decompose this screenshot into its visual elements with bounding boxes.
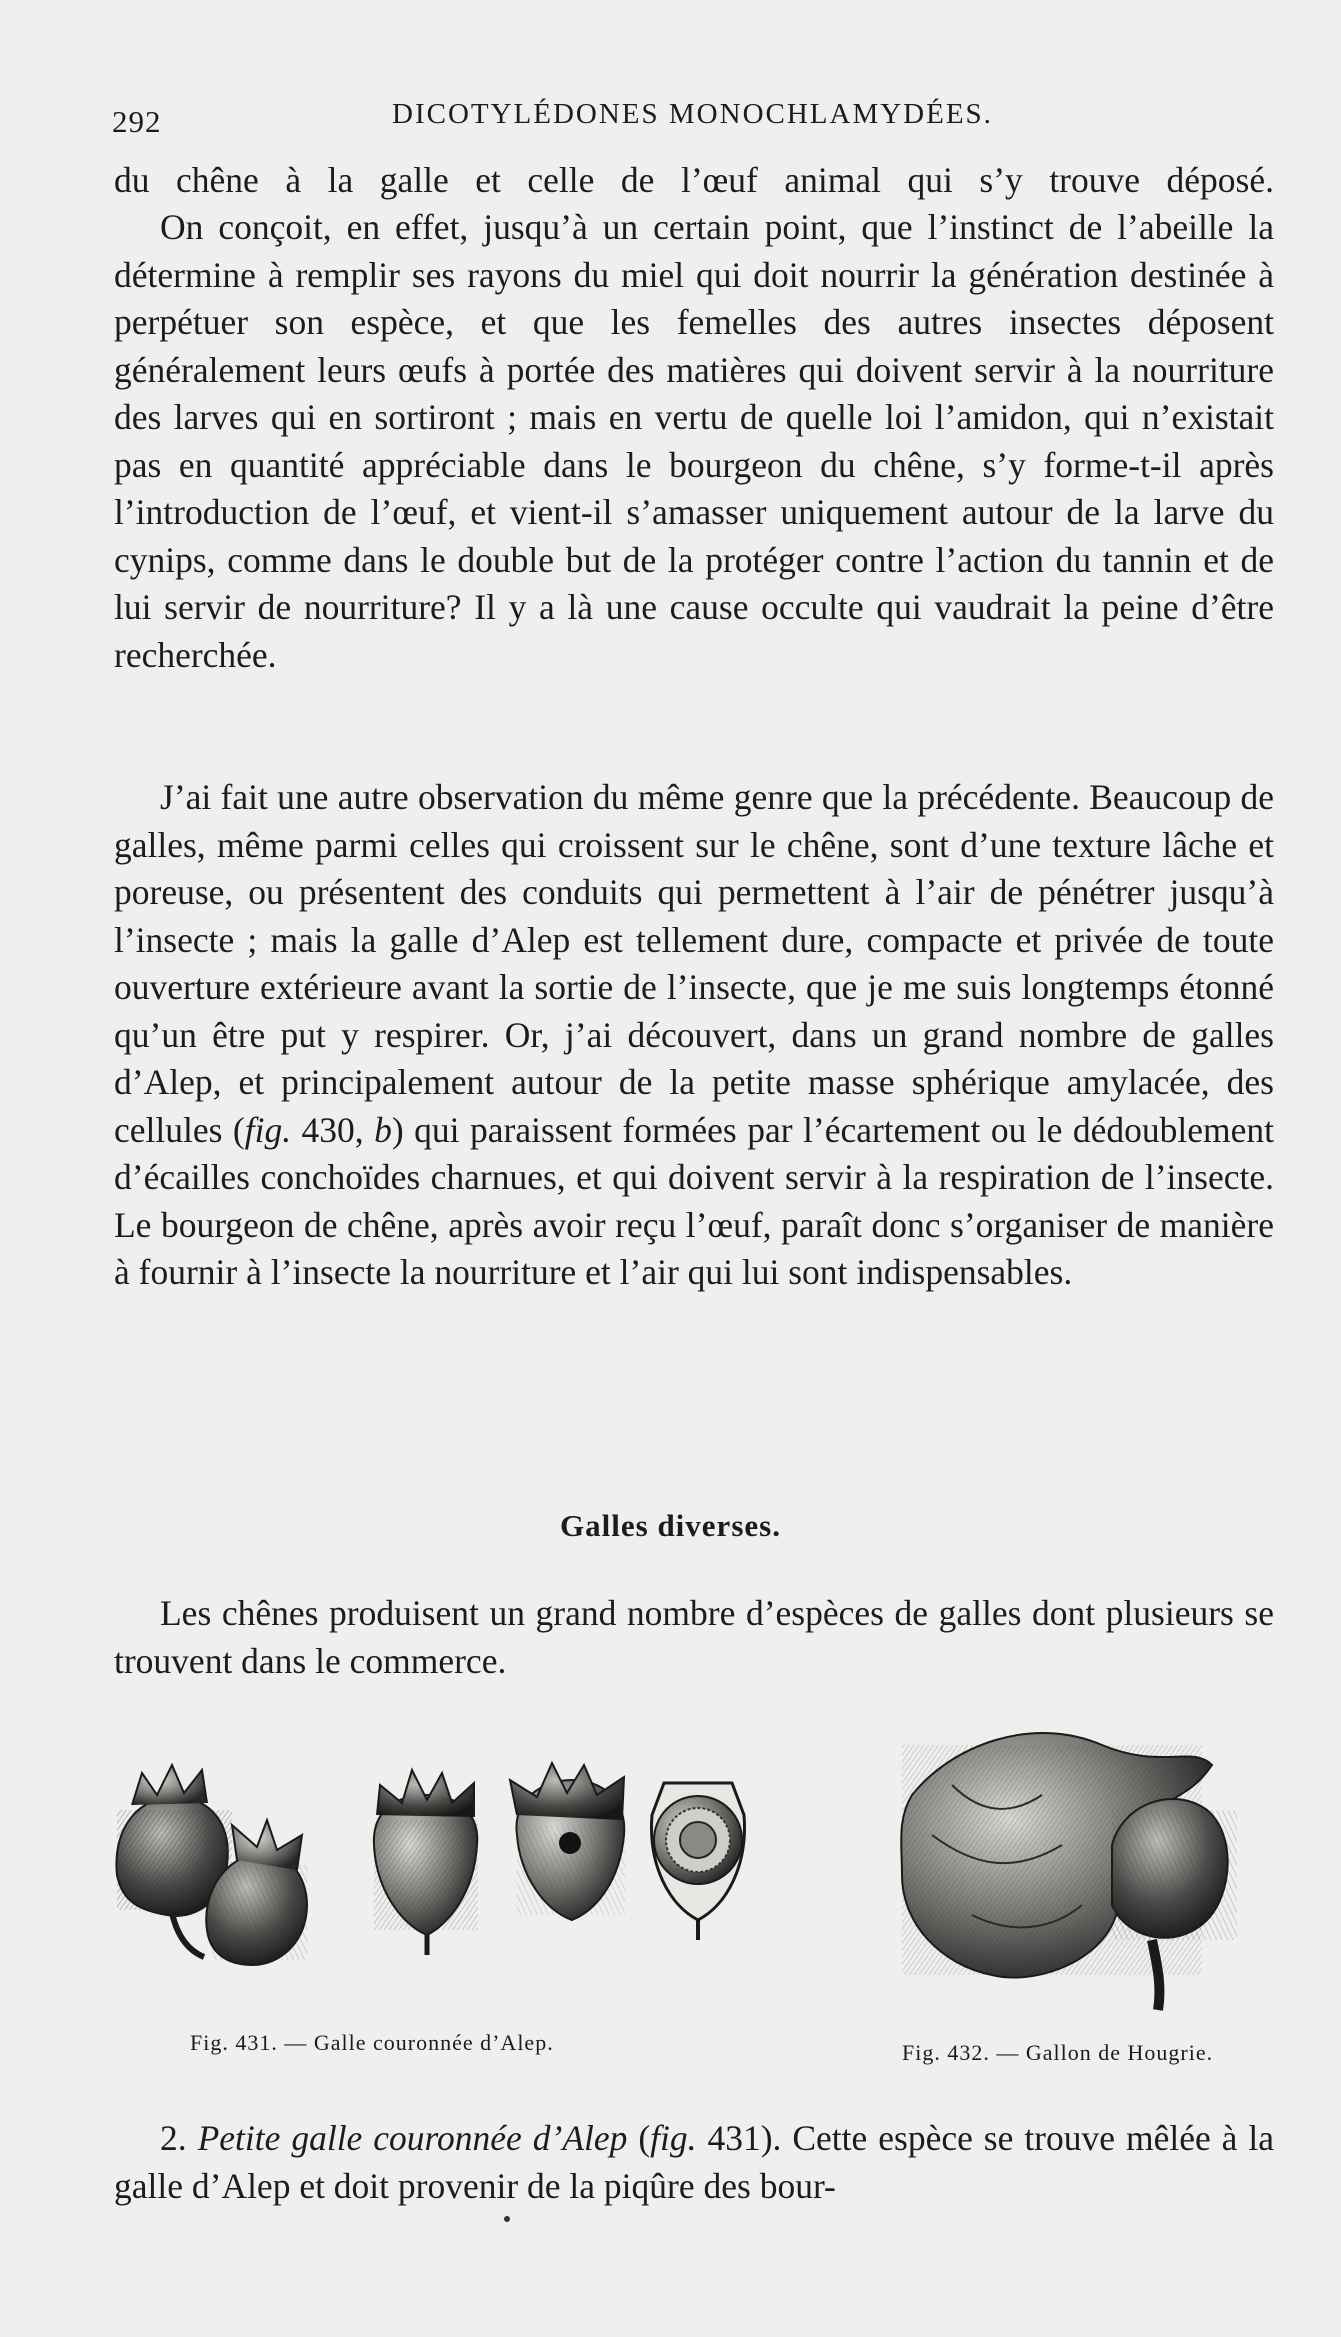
paragraph-text: du chêne à la galle et celle de l’œuf animal qui s’y trouve déposé. — [114, 160, 1274, 200]
item-number: 2. — [160, 2118, 198, 2158]
figure-ref-number: 430, — [291, 1109, 375, 1150]
gall-section-illustration — [652, 1783, 745, 1940]
figure-432-caption: Fig. 432. — Gallon de Hougrie. — [902, 2040, 1214, 2065]
page-number: 292 — [112, 104, 162, 139]
hungarian-gall-illustration — [901, 1733, 1237, 2010]
paragraph-continuation — [114, 157, 1274, 205]
paragraph-instinct: On conçoit, en effet, jusqu’à un certain point, que l’instinct de l’abeille la détermine à remplir ses rayons du miel qui doit nourrir la génération destinée à perpétuer son espèce, et que les femelles des autres insectes déposent généralement leurs œufs à portée des matières qui doivent servir à la nourriture des larves qui en sortiront ; mais en vertu de quelle loi l’amidon, qui n’existait pas en quantité appréciable dans le bourgeon du chêne, s’y forme-t-il après l’introduction de l’œuf, et vient-il s’amasser uniquement autour de la larve du cynips, comme dans le double but de la protéger contre l’action du tannin et de lui servir de nourriture? Il y a là une cause occulte qui vaudrait la peine d’être recherchée. — [114, 207, 1274, 675]
figure-ref-letter: b — [374, 1109, 392, 1150]
section-heading: Galles diverses. — [560, 1508, 781, 1543]
paragraph-observation — [114, 774, 1274, 1297]
gall-pair-illustration — [116, 1765, 307, 1965]
paragraph-text: ) qui paraissent formées par l’écartement ou le dédoublement d’écailles conchoïdes charnues, et qui doivent servir à la respiration de l’insecte. Le bourgeon de chêne, après avoir reçu l’œuf, paraît donc s’organiser de manière à fournir à l’insecte la nourriture et l’air qui lui sont indispensables. — [114, 1109, 1275, 1292]
header-title: DICOTYLÉDONES MONOCHLAMYDÉES. — [392, 98, 993, 130]
paragraph-text: 431). Cette espèce se trouve mêlée à la galle d’Alep et doit provenir de la piqûre des bour- — [114, 2118, 1275, 2206]
paragraph-galles-intro: Les chênes produisent un grand nombre d’espèces de galles dont plusieurs se trouvent dans le commerce. — [114, 1593, 1274, 1681]
item-title: Petite galle couronnée d’Alep — [197, 2118, 628, 2158]
perforated-gall-illustration — [510, 1763, 625, 1920]
figure-ref-label: fig. — [244, 1109, 292, 1150]
single-gall-illustration — [374, 1770, 478, 1955]
figure-ref-label: fig. — [650, 2118, 697, 2158]
ink-speck — [504, 2216, 510, 2222]
figure-431-caption: Fig. 431. — Galle couronnée d’Alep. — [190, 2030, 554, 2055]
paragraph-petite-galle — [114, 2115, 1274, 2210]
running-head — [112, 92, 1272, 142]
paren-open: ( — [627, 2118, 651, 2158]
paragraph-text: J’ai fait une autre observation du même genre que la précédente. Beaucoup de galles, même parmi celles qui croissent sur le chêne, sont d’une texture lâche et poreuse, ou présentent des conduits qui permettent à l’air de pénétrer jusqu’à l’insecte ; mais la galle d’Alep est tellement dure, compacte et privée de toute ouverture extérieure avant la sortie de l’insecte, que je me suis longtemps étonné qu’un être put y respirer. Or, j’ai découvert, dans un grand nombre de galles d’Alep, et principalement autour de la petite masse sphérique amylacée, des cellules ( — [114, 777, 1274, 1150]
